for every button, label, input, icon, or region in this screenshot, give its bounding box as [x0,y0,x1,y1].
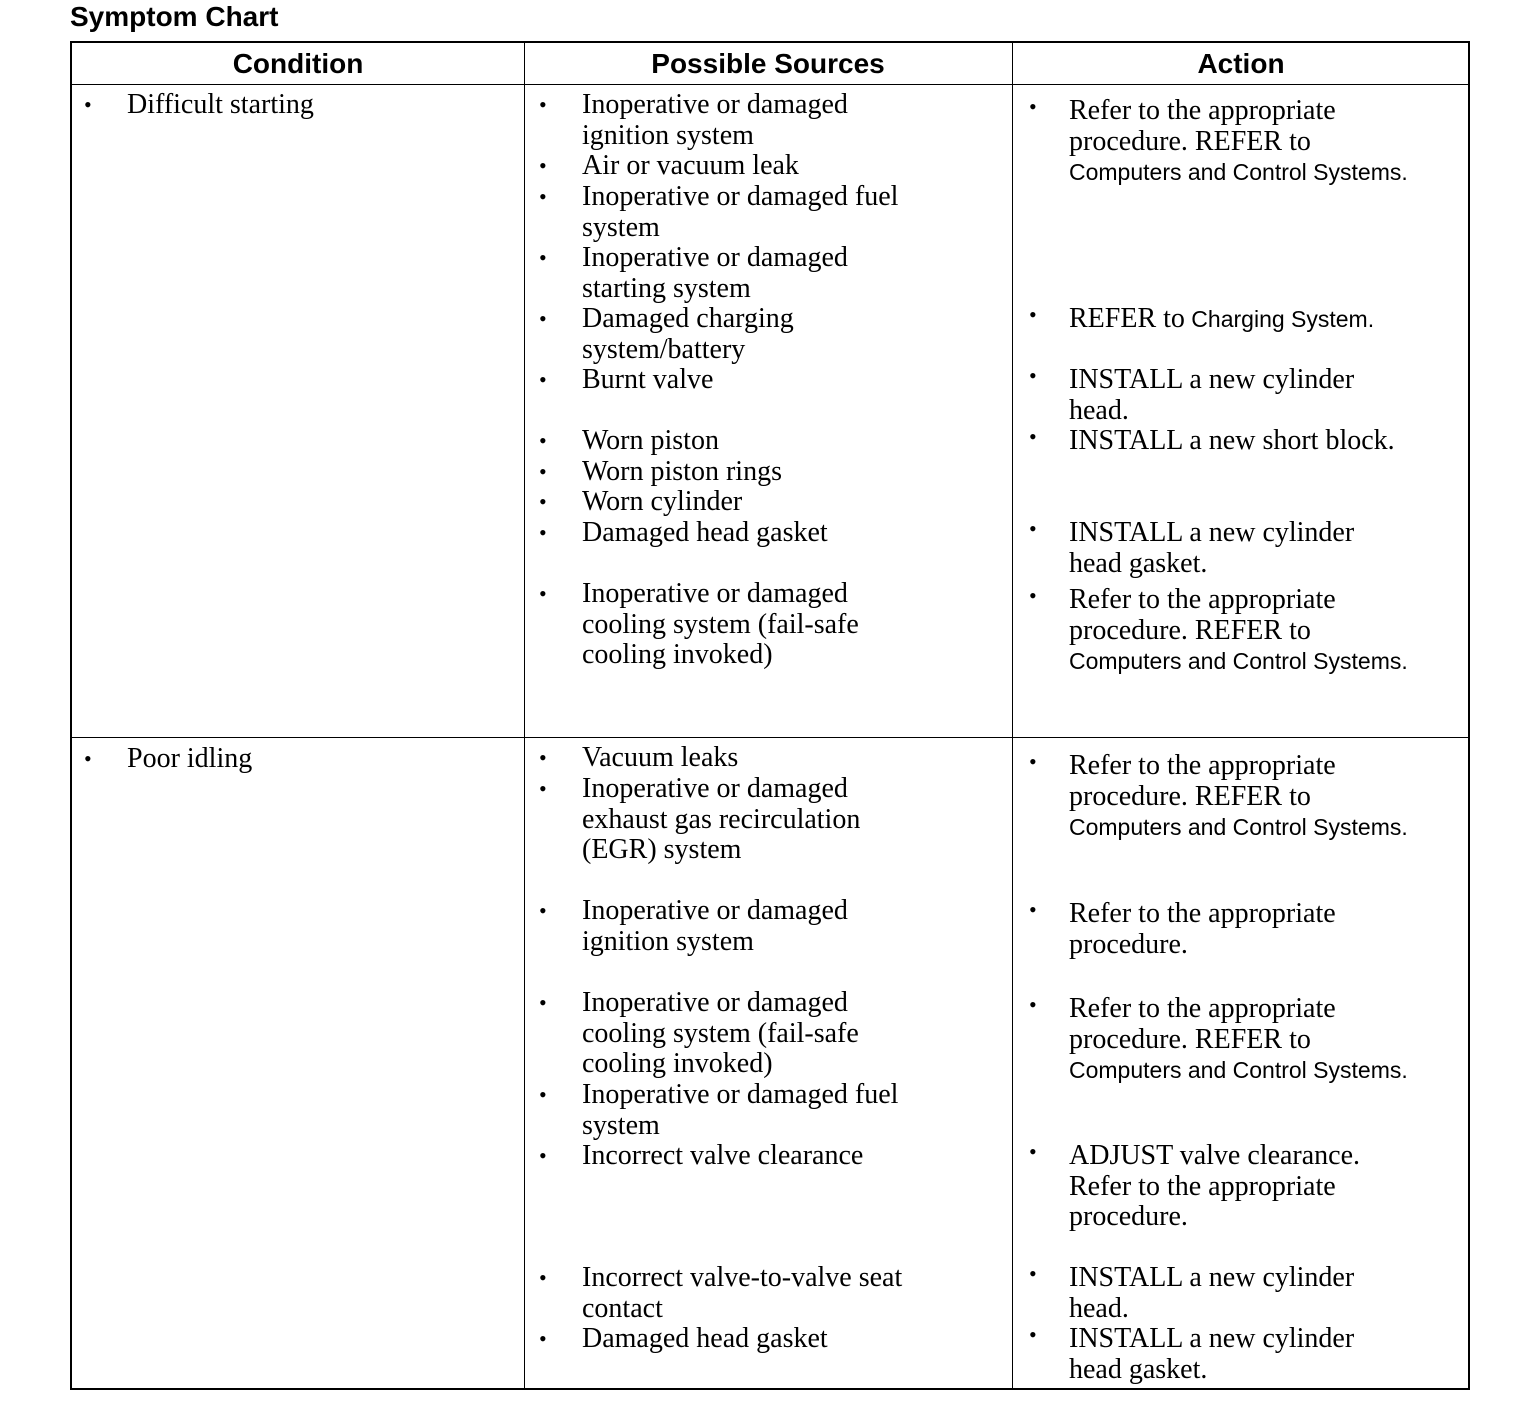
bullet-icon: • [1029,1139,1037,1164]
source-item: Damaged head gasket [582,517,828,548]
source-item: Inoperative or damaged fuel system [582,1079,899,1141]
action-item: INSTALL a new cylinder head. [1069,364,1355,426]
bullet-icon: • [1029,424,1037,449]
action-item: INSTALL a new cylinder head gasket. [1069,1323,1355,1385]
bullet-icon: • [539,245,547,270]
action-item: Refer to the appropriate procedure. REFER to Computers and Control Systems. [1069,96,1408,188]
page-title: Symptom Chart [70,1,279,32]
bullet-icon: • [539,153,547,178]
bullet-icon: • [539,581,547,606]
reference-link[interactable]: Charging System. [1184,306,1375,332]
bullet-icon: • [1029,583,1037,608]
column-divider [524,43,525,1388]
source-item: Vacuum leaks [582,742,739,773]
source-item: Inoperative or damaged cooling system (fail-safe cooling invoked) [582,987,859,1079]
bullet-icon: • [1029,94,1037,119]
bullet-icon: • [1029,302,1037,327]
source-item: Inoperative or damaged cooling system (fail-safe cooling invoked) [582,578,859,670]
reference-link[interactable]: Computers and Control Systems. [1069,159,1408,185]
action-item: Refer to the appropriate procedure. REFER to Computers and Control Systems. [1069,585,1408,677]
bullet-icon: • [1029,749,1037,774]
source-item: Incorrect valve-to-valve seat contact [582,1262,903,1324]
action-item: Refer to the appropriate procedure. REFER to Computers and Control Systems. [1069,751,1408,843]
action-item: Refer to the appropriate procedure. REFER to Computers and Control Systems. [1069,994,1408,1086]
condition-text: Difficult starting [127,89,314,120]
bullet-icon: • [539,990,547,1015]
source-item: Damaged head gasket [582,1323,828,1354]
bullet-icon: • [539,92,547,117]
action-item: INSTALL a new short block. [1069,425,1395,456]
bullet-icon: • [539,306,547,331]
bullet-icon: • [539,1082,547,1107]
bullet-icon: • [1029,1322,1037,1347]
bullet-icon: • [84,92,92,117]
bullet-icon: • [539,184,547,209]
action-item: INSTALL a new cylinder head. [1069,1262,1355,1324]
bullet-icon: • [539,428,547,453]
bullet-icon: • [539,520,547,545]
reference-link[interactable]: Computers and Control Systems. [1069,648,1408,674]
header-condition: Condition [232,48,364,79]
source-item: Inoperative or damaged exhaust gas recirculation (EGR) system [582,773,861,865]
header-action: Action [1197,48,1285,79]
column-divider [1012,43,1013,1388]
row-divider [72,737,1468,738]
source-item: Worn cylinder [582,486,743,517]
source-item: Worn piston rings [582,456,782,487]
source-item: Inoperative or damaged fuel system [582,181,899,243]
symptom-table [70,41,1470,1390]
bullet-icon: • [1029,516,1037,541]
bullet-icon: • [539,1265,547,1290]
header-possible-sources: Possible Sources [651,48,885,79]
condition-text: Poor idling [127,743,253,774]
action-item: Refer to the appropriate procedure. [1069,898,1336,960]
bullet-icon: • [539,367,547,392]
bullet-icon: • [539,898,547,923]
source-item: Inoperative or damaged ignition system [582,89,848,151]
action-item: INSTALL a new cylinder head gasket. [1069,517,1355,579]
bullet-icon: • [539,1326,547,1351]
source-item: Inoperative or damaged starting system [582,242,848,304]
bullet-icon: • [539,489,547,514]
source-item: Incorrect valve clearance [582,1140,864,1171]
source-item: Damaged charging system/battery [582,303,794,365]
bullet-icon: • [539,1143,547,1168]
bullet-icon: • [1029,992,1037,1017]
source-item: Inoperative or damaged ignition system [582,895,848,957]
bullet-icon: • [1029,363,1037,388]
reference-link[interactable]: Computers and Control Systems. [1069,814,1408,840]
bullet-icon: • [1029,1261,1037,1286]
bullet-icon: • [539,776,547,801]
source-item: Air or vacuum leak [582,150,799,181]
action-item: ADJUST valve clearance. Refer to the appropriate procedure. [1069,1140,1361,1232]
bullet-icon: • [1029,897,1037,922]
reference-link[interactable]: Computers and Control Systems. [1069,1057,1408,1083]
source-item: Worn piston [582,425,719,456]
bullet-icon: • [539,459,547,484]
bullet-icon: • [84,746,92,771]
bullet-icon: • [539,745,547,770]
source-item: Burnt valve [582,364,714,395]
action-item: REFER to Charging System. [1069,303,1375,334]
